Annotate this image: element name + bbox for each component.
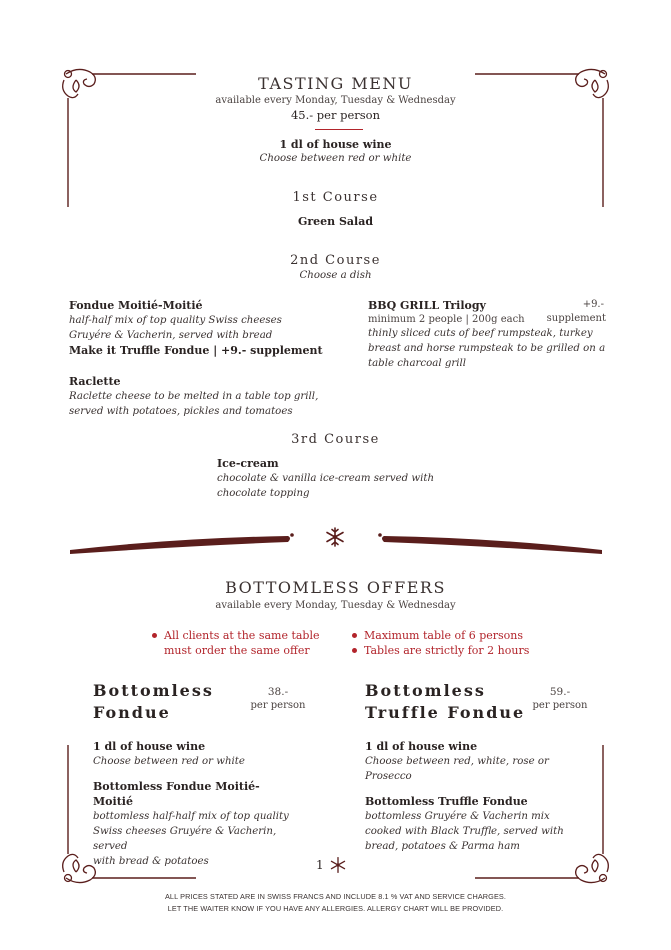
footer-line-2: LET THE WAITER KNOW IF YOU HAVE ANY ALLERGIES. ALLERGY CHART WILL BE PROVIDED. [167,904,504,913]
footer-line-1: ALL PRICES STATED ARE IN SWISS FRANCS AND INCLUDE 8.1 % VAT AND SERVICE CHARGES. [164,892,507,901]
bottomless-truffle-price [530,686,590,712]
fondue-block [69,298,329,358]
bottomless-title: BOTTOMLESS OFFERS [225,578,446,597]
fondue-truffle-option: Make it Truffle Fondue | +9.- supplement [69,344,323,357]
fondue-desc-1: half-half mix of top quality Swiss cheeses [69,315,282,326]
bottomless-fondue-wine-desc: Choose between red or white [93,756,245,767]
bottomless-fondue-dish-2: Moitié [93,795,133,808]
bottomless-truffle-title-1: Bottomless [365,681,486,700]
fondue-name: Fondue Moitié-Moitié [69,299,203,312]
tasting-price: 45.- per person [290,108,381,122]
bottomless-availability: available every Monday, Tuesday & Wednesday [215,600,456,611]
page-number: 1 [316,858,324,872]
bbq-desc-3: table charcoal grill [368,358,466,369]
rule-same-offer-line-2: must order the same offer [164,644,310,657]
bottomless-fondue-dish-1: Bottomless Fondue Moitié- [93,780,260,793]
rules-left [150,628,340,658]
bottomless-fondue-offer [93,680,308,869]
raclette-desc-2: served with potatoes, pickles and tomatoes [69,406,293,417]
course3-title: 3rd Course [291,432,380,447]
rule-max-table: Maximum table of 6 persons [350,628,550,643]
bottomless-fondue-desc-1: bottomless half-half mix of top quality [93,811,289,822]
bbq-min: minimum 2 people | 200g each [368,314,525,325]
snowflake-icon [324,526,346,548]
course1-title: 1st Course [292,190,379,205]
bottomless-fondue-title-1: Bottomless [93,681,214,700]
course2-subtitle: Choose a dish [299,270,372,281]
course1-dish: Green Salad [297,215,374,228]
bottomless-fondue-desc-2: Swiss cheeses Gruyére & Vacherin, served [93,826,277,852]
bottomless-truffle-offer [365,680,590,854]
bottomless-truffle-desc-3: bread, potatoes & Parma ham [365,841,520,852]
bottomless-truffle-wine-title: 1 dl of house wine [365,740,478,753]
raclette-block [69,374,329,419]
rule-time-limit: Tables are strictly for 2 hours [350,643,550,658]
tasting-wine-title: 1 dl of house wine [279,138,392,151]
bottomless-truffle-wine-desc: Choose between red, white, rose or Prosecco [365,756,549,782]
icecream-desc-1: chocolate & vanilla ice-cream served with [217,473,435,484]
fondue-desc-2: Gruyére & Vacherin, served with bread [69,330,273,341]
rule-same-offer [150,628,340,658]
bottomless-fondue-price-unit: per person [250,700,306,711]
raclette-desc-1: Raclette cheese to be melted in a table top grill, [69,391,319,402]
snowflake-icon [329,856,347,874]
bottomless-fondue-desc-3: with bread & potatoes [93,856,209,867]
bottomless-fondue-price [248,686,308,712]
bottomless-truffle-title-2: Truffle Fondue [365,703,526,722]
bbq-desc-2: breast and horse rumpsteak to be grilled on a [368,343,606,354]
bottomless-truffle-price-value: 59.- [549,686,571,698]
course2-title: 2nd Course [290,253,381,268]
bottomless-fondue-title-2: Fondue [93,703,171,722]
icecream-block [217,456,457,501]
bbq-block [368,298,608,371]
footer-notice [0,891,671,915]
icecream-desc-2: chocolate topping [217,488,310,499]
bottomless-fondue-wine-title: 1 dl of house wine [93,740,206,753]
bbq-supplement: supplement [546,313,606,324]
bottomless-fondue-price-value: 38.- [267,686,289,698]
tasting-menu-title: TASTING MENU [258,74,413,93]
bbq-desc-1: thinly sliced cuts of beef rumpsteak, turkey [368,328,593,339]
title-divider [315,129,363,130]
rules-right [350,628,550,658]
bottomless-truffle-desc-2: cooked with Black Truffle, served with [365,826,564,837]
tasting-wine-desc: Choose between red or white [259,153,412,164]
bbq-price: +9.- [582,299,604,310]
bottomless-truffle-desc-1: bottomless Gruyére & Vacherin mix [365,811,550,822]
bbq-name: BBQ GRILL Trilogy [368,299,486,312]
bottomless-truffle-price-unit: per person [532,700,588,711]
tasting-availability: available every Monday, Tuesday & Wednesday [215,95,456,106]
bottomless-truffle-dish: Bottomless Truffle Fondue [365,795,528,808]
rule-same-offer-line-1: All clients at the same table [164,629,320,642]
icecream-name: Ice-cream [217,457,279,470]
raclette-name: Raclette [69,375,121,388]
